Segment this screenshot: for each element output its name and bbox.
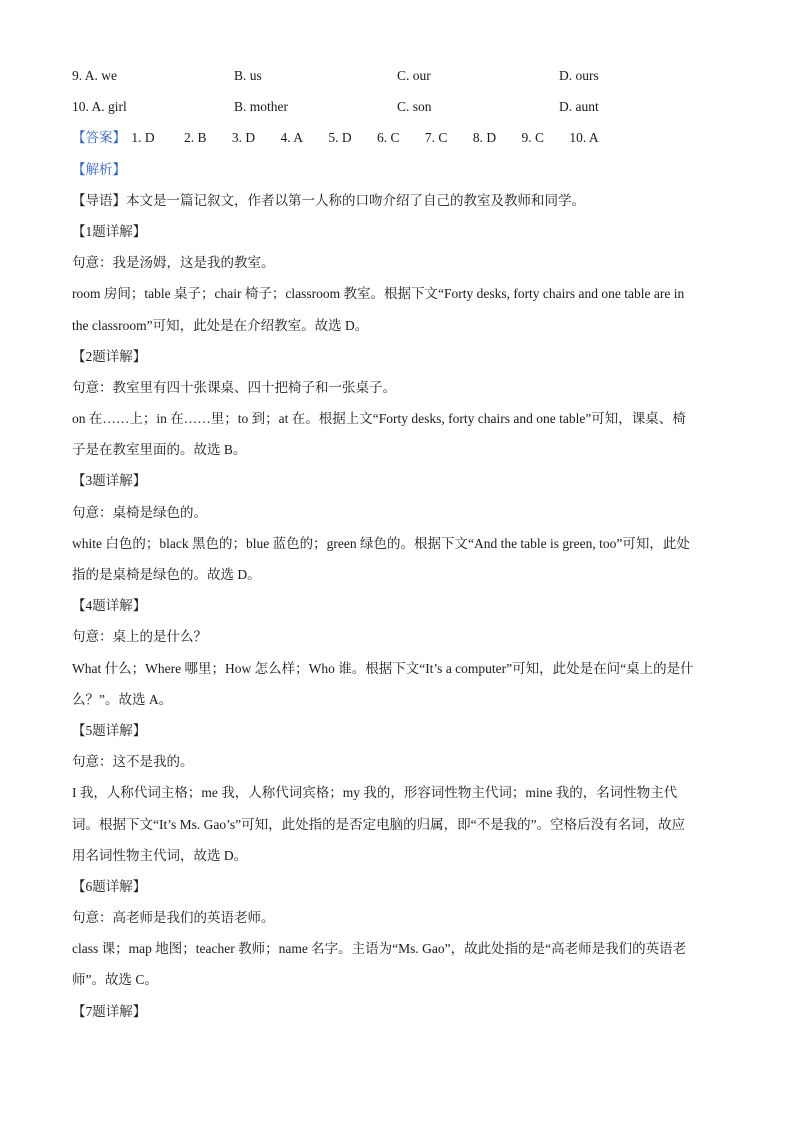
q2-heading: 【2题详解】	[72, 348, 147, 364]
answer-item: 8. D	[472, 130, 497, 146]
q1-heading: 【1题详解】	[72, 223, 147, 239]
q5-explanation: 用名词性物主代词，故选 D。	[72, 847, 248, 863]
question-10-options	[72, 91, 722, 122]
q1-explanation: the classroom”可知，此处是在介绍教室。故选 D。	[72, 317, 369, 333]
intro-line: 【导语】本文是一篇记叙文，作者以第一人称的口吻介绍了自己的教室及教师和同学。	[72, 192, 585, 208]
answer-item: 5. D	[328, 130, 352, 146]
q3-explanation: 指的是桌椅是绿色的。故选 D。	[72, 567, 261, 582]
option-d: D. ours	[559, 68, 599, 83]
answer-item: 2. B	[184, 130, 207, 146]
answer-key	[72, 122, 722, 153]
option-a: 9. A. we	[72, 68, 117, 83]
answer-item: 6. C	[377, 130, 400, 146]
q3-heading: 【3题详解】	[72, 473, 147, 489]
answer-item: 10. A	[569, 130, 599, 146]
option-b: B. us	[234, 68, 262, 83]
q6-explanation: 师”。故选 C。	[72, 972, 158, 988]
q2-meaning: 句意：教室里有四十张课桌、四十把椅子和一张桌子。	[72, 379, 396, 395]
q5-meaning: 句意：这不是我的。	[72, 754, 194, 770]
q3-meaning: 句意：桌椅是绿色的。	[72, 504, 207, 520]
q4-meaning: 句意：桌上的是什么？	[72, 629, 207, 645]
q5-explanation: I 我，人称代词主格；me 我，人称代词宾格；my 我的，形容词性物主代词；mine 我的，名词性物主代	[72, 785, 678, 801]
q4-heading: 【4题详解】	[72, 598, 147, 614]
option-c: C. our	[397, 68, 431, 83]
q7-heading: 【7题详解】	[72, 1003, 147, 1019]
analysis-label: 【解析】	[72, 161, 126, 177]
option-d: D. aunt	[559, 99, 599, 115]
option-a: 10. A. girl	[72, 99, 127, 115]
question-9-options	[72, 60, 722, 91]
q6-explanation: class 课；map 地图；teacher 教师；name 名字。主语为“Ms. Gao”，故此处指的是“高老师是我们的英语老	[72, 941, 687, 957]
q2-explanation: 子是在教室里面的。故选 B。	[72, 442, 247, 458]
q4-explanation: 么？”。故选 A。	[72, 691, 173, 707]
q6-meaning: 句意：高老师是我们的英语老师。	[72, 910, 275, 926]
answer-item: 4. A	[280, 130, 304, 146]
q1-explanation: room 房间；table 桌子；chair 椅子；classroom 教室。根据下文“Forty desks, forty chairs and one table are in	[72, 286, 685, 302]
document-page	[72, 60, 722, 1027]
answer-item: 3. D	[231, 130, 256, 146]
option-b: B. mother	[234, 99, 288, 115]
answer-item: 7. C	[424, 130, 448, 146]
q2-explanation: on 在……上；in 在……里；to 到；at 在。根据上文“Forty desks, forty chairs and one table”可知，课桌、椅	[72, 411, 686, 427]
q1-meaning: 句意：我是汤姆，这是我的教室。	[72, 255, 275, 271]
answer-label: 【答案】	[72, 130, 126, 146]
q3-explanation: white 白色的；black 黑色的；blue 蓝色的；green 绿色的。根据下文“And the table is green, too”可知，此处	[72, 535, 690, 551]
q4-explanation: What 什么；Where 哪里；How 怎么样；Who 谁。根据下文“It’s a computer”可知，此处是在问“桌上的是什	[72, 660, 694, 676]
answer-item: 1. D	[131, 130, 155, 146]
option-c: C. son	[397, 99, 432, 115]
q5-heading: 【5题详解】	[72, 722, 147, 738]
q6-heading: 【6题详解】	[72, 878, 147, 894]
q5-explanation: 词。根据下文“It’s Ms. Gao’s”可知，此处指的是否定电脑的归属，即“不是我的”。空格后没有名词，故应	[72, 816, 686, 832]
answer-item: 9. C	[521, 130, 544, 146]
